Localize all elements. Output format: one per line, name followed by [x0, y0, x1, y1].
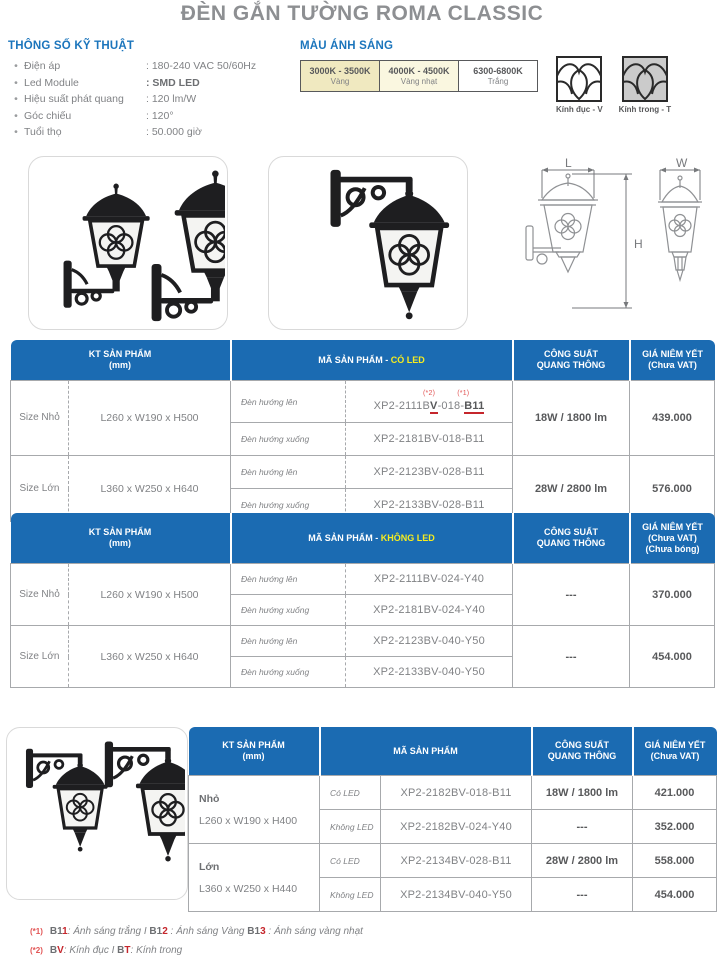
product-photo-up-lamps: [28, 156, 228, 330]
cell-direction: Đèn hướng xuống: [231, 489, 346, 522]
cell-price: 352.000: [633, 810, 717, 844]
light-color-heading: MÀU ÁNH SÁNG: [300, 40, 394, 52]
glass-type-clear: Kính trong - T: [619, 56, 671, 114]
cell-size-dimensions: Lớn L360 x W250 x H440: [189, 844, 320, 912]
cell-direction: Đèn hướng xuống: [231, 595, 346, 626]
col-header-power: CÔNG SUẤT QUANG THÔNG: [513, 340, 630, 381]
bullet-dot-icon: •: [14, 109, 18, 122]
dimension-diagram: [476, 158, 722, 330]
price-table-compact: [188, 727, 717, 912]
bullet-dot-icon: •: [14, 126, 18, 138]
cell-dimensions: L360 x W250 x H640: [69, 626, 231, 688]
tech-specs-section: [8, 40, 296, 141]
cell-led-type: Có LED: [320, 776, 381, 810]
cell-price: 576.000: [630, 456, 715, 522]
bullet-dot-icon: •: [14, 60, 18, 72]
col-header-ma: MÃ SẢN PHẨM - CÓ LED: [231, 340, 513, 381]
cell-power: 18W / 1800 lm: [513, 381, 630, 456]
cell-power: ---: [513, 564, 630, 626]
cell-price: 558.000: [633, 844, 717, 878]
cell-power: 28W / 2800 lm: [513, 456, 630, 522]
color-swatch-white: 6300-6800K Trắng: [458, 60, 538, 92]
cell-product-code: XP2-2123BV-040-Y50: [346, 626, 513, 657]
col-header-kt: KT SẢN PHẨM (mm): [189, 727, 320, 776]
cell-led-type: Không LED: [320, 878, 381, 912]
col-header-price: GIÁ NIÊM YẾT (Chưa VAT): [630, 340, 715, 381]
cell-dimensions: L260 x W190 x H500: [69, 381, 231, 456]
glass-clear-pattern-icon: [622, 56, 668, 102]
col-header-kt: KT SẢN PHẨM (mm): [11, 513, 231, 564]
glass-type-section: [556, 56, 671, 114]
dim-label-w: W: [676, 158, 688, 170]
cell-product-code: XP2-2181BV-018-B11: [346, 423, 513, 456]
col-header-power: CÔNG SUẤT QUANG THÔNG: [532, 727, 633, 776]
cell-led-type: Không LED: [320, 810, 381, 844]
col-header-price: GIÁ NIÊM YẾT (Chưa VAT): [633, 727, 717, 776]
cell-size: Size Nhỏ: [11, 564, 69, 626]
cell-size: Size Lớn: [11, 456, 69, 522]
spec-item: • Góc chiếu : 120°: [8, 108, 296, 125]
cell-dimensions: L360 x W250 x H640: [69, 456, 231, 522]
cell-price: 439.000: [630, 381, 715, 456]
cell-product-code: XP2-2182BV-018-B11: [381, 776, 532, 810]
cell-direction: Đèn hướng xuống: [231, 423, 346, 456]
color-swatch-warm: 3000K - 3500K Vàng: [300, 60, 380, 92]
cell-power: ---: [532, 810, 633, 844]
cell-product-code: XP2-2111B (*2) V-018- (*1) B11: [346, 381, 513, 423]
bullet-dot-icon: •: [14, 93, 18, 105]
tech-specs-heading: THÔNG SỐ KỸ THUẬT: [8, 40, 135, 52]
table-row: [189, 844, 717, 878]
footnote-ref-1: (*1): [457, 390, 470, 397]
color-swatch-neutral: 4000K - 4500K Vàng nhạt: [379, 60, 459, 92]
footnote-ref-2: (*2): [423, 390, 436, 397]
light-color-section: [300, 40, 550, 92]
cell-direction: Đèn hướng lên: [231, 381, 346, 423]
cell-dimensions: L260 x W190 x H500: [69, 564, 231, 626]
cell-power: ---: [532, 878, 633, 912]
col-header-ma: MÃ SẢN PHẨM - KHÔNG LED: [231, 513, 513, 564]
footnote-2: (*2) BV: Kính đục I BT: Kính trong: [30, 945, 183, 956]
cell-size-dimensions: Nhỏ L260 x W190 x H400: [189, 776, 320, 844]
col-header-power: CÔNG SUẤT QUANG THÔNG: [513, 513, 630, 564]
dim-label-l: L: [565, 158, 572, 170]
glass-opaque-pattern-icon: [556, 56, 602, 102]
cell-product-code: XP2-2181BV-024-Y40: [346, 595, 513, 626]
table-row: [11, 564, 715, 595]
footnote-1: (*1) B11: Ánh sáng trắng I B12 : Ánh sáng Vàng B13 : Ánh sáng vàng nhạt: [30, 926, 363, 937]
table-row: [11, 381, 715, 423]
cell-price: 421.000: [633, 776, 717, 810]
page-title: ĐÈN GẮN TƯỜNG ROMA CLASSIC: [180, 2, 544, 25]
cell-direction: Đèn hướng xuống: [231, 657, 346, 688]
cell-direction: Đèn hướng lên: [231, 564, 346, 595]
cell-size: Size Lớn: [11, 626, 69, 688]
cell-power: 28W / 2800 lm: [532, 844, 633, 878]
table-row: [11, 626, 715, 657]
col-header-ma: MÃ SẢN PHẨM: [320, 727, 532, 776]
cell-product-code: XP2-2134BV-040-Y50: [381, 878, 532, 912]
cell-price: 454.000: [633, 878, 717, 912]
spec-item: • Led Module : SMD LED: [8, 75, 296, 92]
table-row: [189, 776, 717, 810]
cell-product-code: XP2-2123BV-028-B11: [346, 456, 513, 489]
col-header-kt: KT SẢN PHẨM (mm): [11, 340, 231, 381]
cell-direction: Đèn hướng lên: [231, 626, 346, 657]
spec-item: • Hiệu suất phát quang : 120 lm/W: [8, 91, 296, 108]
cell-power: 18W / 1800 lm: [532, 776, 633, 810]
cell-price: 370.000: [630, 564, 715, 626]
bullet-dot-icon: •: [14, 76, 18, 89]
cell-direction: Đèn hướng lên: [231, 456, 346, 489]
cell-size: Size Nhỏ: [11, 381, 69, 456]
spec-item: • Tuổi thọ : 50.000 giờ: [8, 124, 296, 141]
spec-item: • Điện áp : 180-240 VAC 50/60Hz: [8, 58, 296, 75]
table-row: [11, 456, 715, 489]
dim-label-h: H: [634, 237, 643, 251]
product-photo-down-lamps: [6, 727, 188, 900]
cell-power: ---: [513, 626, 630, 688]
cell-led-type: Có LED: [320, 844, 381, 878]
cell-product-code: XP2-2133BV-028-B11: [346, 489, 513, 522]
product-photo-down-lamp: [268, 156, 468, 330]
footnotes: [30, 922, 363, 960]
cell-product-code: XP2-2111BV-024-Y40: [346, 564, 513, 595]
price-table-no-led: [10, 513, 715, 688]
cell-product-code: XP2-2134BV-028-B11: [381, 844, 532, 878]
cell-product-code: XP2-2182BV-024-Y40: [381, 810, 532, 844]
cell-product-code: XP2-2133BV-040-Y50: [346, 657, 513, 688]
col-header-price: GIÁ NIÊM YẾT (Chưa VAT) (Chưa bóng): [630, 513, 715, 564]
cell-price: 454.000: [630, 626, 715, 688]
glass-type-opaque: Kính đục - V: [556, 56, 603, 114]
price-table-led: [10, 340, 715, 522]
